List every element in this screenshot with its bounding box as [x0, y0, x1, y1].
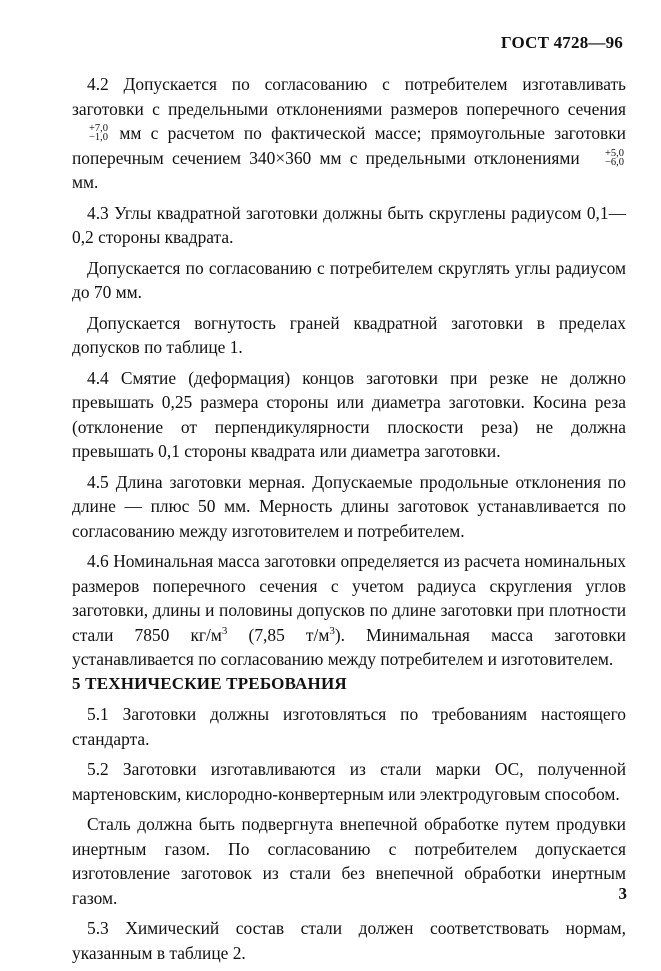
- paragraph-4-3-concavity: Допускается вогнутость граней квадратной заготовки в пределах допусков по таблице 1.: [72, 312, 626, 357]
- paragraph-4-6-text-3: ). Минимальная масса заготовки устанавливается по согласованию между потребителем и изготовителем.: [72, 624, 626, 669]
- tolerance-upper: +5,0: [604, 147, 624, 159]
- paragraph-5-2: 5.2 Заготовки изготавливаются из стали марки ОС, полученной мартеновским, кислородно-конвертерным или электродуговым способом.: [72, 759, 626, 804]
- superscript-cube: 3: [221, 624, 228, 637]
- paragraph-4-6-text-2: (7,85 т/м: [227, 624, 330, 645]
- paragraph-4-3-rounding: Допускается по согласованию с потребителем скруглять углы радиусом до 70 мм.: [72, 257, 626, 302]
- paragraph-4-6-text-1: 4.6 Номинальная масса заготовки определяется из расчета номинальных размеров поперечного сечения с учетом радиуса скругления углов заготовки, длины и половины допусков по длине заготовки при плотности стали 7850 кг/м: [72, 551, 626, 645]
- page-number: 3: [618, 884, 627, 903]
- paragraph-4-5: 4.5 Длина заготовки мерная. Допускаемые продольные отклонения по длине — плюс 50 мм. Мерность длины заготовок устанавливается по согласованию между изготовителем и потребителем.: [72, 471, 626, 541]
- paragraph-4-6: [72, 549, 626, 672]
- paragraph-5-1: 5.1 Заготовки должны изготовляться по требованиям настоящего стандарта.: [72, 704, 626, 749]
- paragraph-4-4: 4.4 Смятие (деформация) концов заготовки при резке не должно превышать 0,25 размера стороны или диаметра заготовки. Косина реза (отклонение от перпендикулярности плоскости реза) не должна превышать 0,1 стороны квадрата или диаметра заготовки.: [72, 367, 626, 461]
- document-code-header: ГОСТ 4728—96: [500, 33, 623, 52]
- paragraph-4-2-text-3: мм.: [72, 172, 99, 192]
- tolerance-lower: −6,0: [604, 156, 624, 168]
- tolerance-cross-section: [74, 124, 108, 142]
- document-body: [72, 72, 626, 971]
- tolerance-rectangular: [590, 149, 624, 167]
- tolerance-upper: +7,0: [89, 123, 109, 134]
- paragraph-5-3: 5.3 Химический состав стали должен соответствовать нормам, указанным в таблице 2.: [72, 918, 626, 963]
- tolerance-lower: −1,0: [89, 132, 109, 143]
- superscript-cube: 3: [329, 624, 335, 637]
- paragraph-4-2-text-2: мм с расчетом по фактической массе; прямоугольные заготовки поперечным сечением 340×360 мм с предельными отклонениями: [72, 123, 626, 168]
- section-heading-technical-requirements: 5 ТЕХНИЧЕСКИЕ ТРЕБОВАНИЯ: [72, 673, 347, 693]
- paragraph-4-2-text-1: 4.2 Допускается по согласованию с потребителем изготавливать заготовки с предельными отклонениями размеров поперечного сечения: [72, 74, 626, 119]
- paragraph-5-2-blowing: Сталь должна быть подвергнута внепечной обработке путем продувки инертным газом. По согласованию с потребителем допускается изготовление заготовок из стали без внепечной обработки инертным газом.: [72, 814, 626, 908]
- paragraph-4-3: 4.3 Углы квадратной заготовки должны быть скруглены радиусом 0,1—0,2 стороны квадрата.: [72, 202, 626, 247]
- paragraph-4-2: [72, 72, 626, 195]
